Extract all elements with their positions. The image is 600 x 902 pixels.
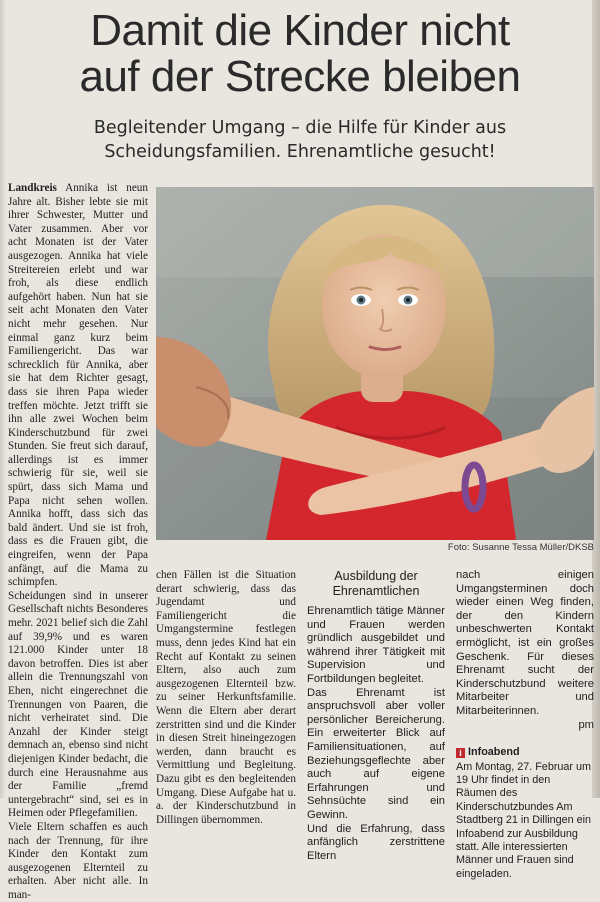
paragraph: nach einigen Umgangsterminen doch wieder einen Weg finden, der den Kindern unbeschwerten Kontakt ermöglicht, ist ein großes Geschenk. Für dieses Ehrenamt sucht der Kinderschutzbund weitere Mitarbeiter und Mitarbeiterinnen.: [456, 569, 594, 717]
paragraph: Viele Eltern schaffen es auch nach der Trennung, für ihre Kinder den Kontakt zum ausgezogenen Elternteil zu erhalten. Aber nicht alle. In man-: [8, 820, 148, 901]
paragraph: Das Ehrenamt ist anspruchsvoll aber voller persönlicher Bereicherung. Ein erweiterter Blick auf Familiensituationen, auf Beziehungsgeflechte aber auch auf eigene Erfahrungen und Sehnsüchte sind ein Gewinn.: [307, 686, 445, 821]
headline-line-2: auf der Strecke bleiben: [79, 52, 521, 101]
headline-line-1: Damit die Kinder nicht: [90, 6, 510, 55]
paragraph: Ehrenamtlich tätige Männer und Frauen werden gründlich ausgebildet und während ihrer Tätigkeit mit Supervision und Fortbildungen begleitet.: [307, 605, 445, 685]
info-heading: [456, 746, 594, 759]
paragraph: [8, 182, 148, 590]
article-column-1: [8, 182, 148, 902]
article-column-4: [456, 569, 594, 881]
subheadline: [0, 116, 600, 164]
paragraph: chen Fällen ist die Situation derart schwierig, dass das Jugendamt und Familiengericht die Umgangstermine festlegen muss, denn jedes Kind hat ein Recht auf Kontakt zu seinen Eltern, also auch zum ausgezogenen Elternteil bzw. zu seiner Herkunftsfamilie. Wenn die Eltern aber derart zerstritten sind und die Kinder in diesen Streit hineingezogen werden, dann braucht es Vermittlung und Begleitung. Dazu gibt es den begleitenden Umgang. Diese Aufgabe hat u. a. der Kinderschutzbund in Dillingen übernommen.: [156, 569, 296, 826]
info-icon: i: [456, 748, 465, 758]
paragraph: Scheidungen sind in unserer Gesellschaft nichts Besonderes mehr. 2021 belief sich die Zahl auf 39,9% und es waren 121.000 Kinder unter 18 davon betroffen. Dies ist aber allein die Trennungszahl von Ehen, nicht eingerechnet die Trennungen von Paaren, die nicht verheiratet sind. Die Anzahl der Kinder steigt demnach an, ebenso sind nicht diejenigen Kinder bedacht, die durch eine Herausnahme aus der Familie „fremd untergebracht“ sind, sei es in Heimen oder Pflegefamilien.: [8, 589, 148, 820]
article-column-3: [307, 569, 445, 863]
info-box: [456, 746, 594, 881]
paragraph-text: Annika ist neun Jahre alt. Bisher lebte sie mit ihrer Schwester, Mutter und Vater zusammen. Aber vor acht Monaten ist der Vater ausgezogen. Annika hat viele Streitereien erlebt und war froh, als diese endlich aufgehört haben. Nun hat sie seit acht Monaten den Vater nicht mehr gesehen. Nur einmal ganz kurz beim Familiengericht. Das war schrecklich für Annika, aber sie hat dem Richter gesagt, dass sie ihren Papa wieder treffen möchte. Jetzt trifft sie ihn alle zwei Wochen beim Kinderschutzbund für zwei Stunden. Sie freut sich darauf, allerdings ist es immer schwierig für sie, weil sie spürt, dass sich Mama und Papa nicht sehen wollen. Annika hofft, dass sich das bald ändert. Und sie ist froh, dass es die Frauen gibt, die eingreifen, wenn der Papa anfängt, auf die Mama zu schimpfen.: [8, 182, 148, 589]
photo-illustration: [156, 187, 594, 540]
section-heading: Ausbildung der Ehrenamtlichen: [332, 569, 420, 598]
paragraph: Und die Erfahrung, dass anfänglich zerstrittene Eltern: [307, 822, 445, 862]
article-photo: [156, 187, 594, 540]
photo-credit: Foto: Susanne Tessa Müller/DKSB: [447, 542, 594, 553]
article-column-2: [156, 569, 296, 827]
author-signature: pm: [578, 718, 594, 731]
info-heading-text: Infoabend: [468, 746, 520, 759]
headline: [0, 8, 600, 100]
dateline: Landkreis: [8, 182, 57, 194]
info-text: Am Montag, 27. Februar um 19 Uhr findet in den Räumen des Kinderschutzbundes Am Stadtberg 21 in Dillingen ein Infoabend zur Ausbildung statt. Alle interessierten Männer und Frauen sind eingeladen.: [456, 760, 592, 880]
subhead-line-1: Begleitender Umgang – die Hilfe für Kinder aus: [93, 118, 507, 138]
subhead-line-2: Scheidungsfamilien. Ehrenamtliche gesucht!: [104, 142, 496, 162]
